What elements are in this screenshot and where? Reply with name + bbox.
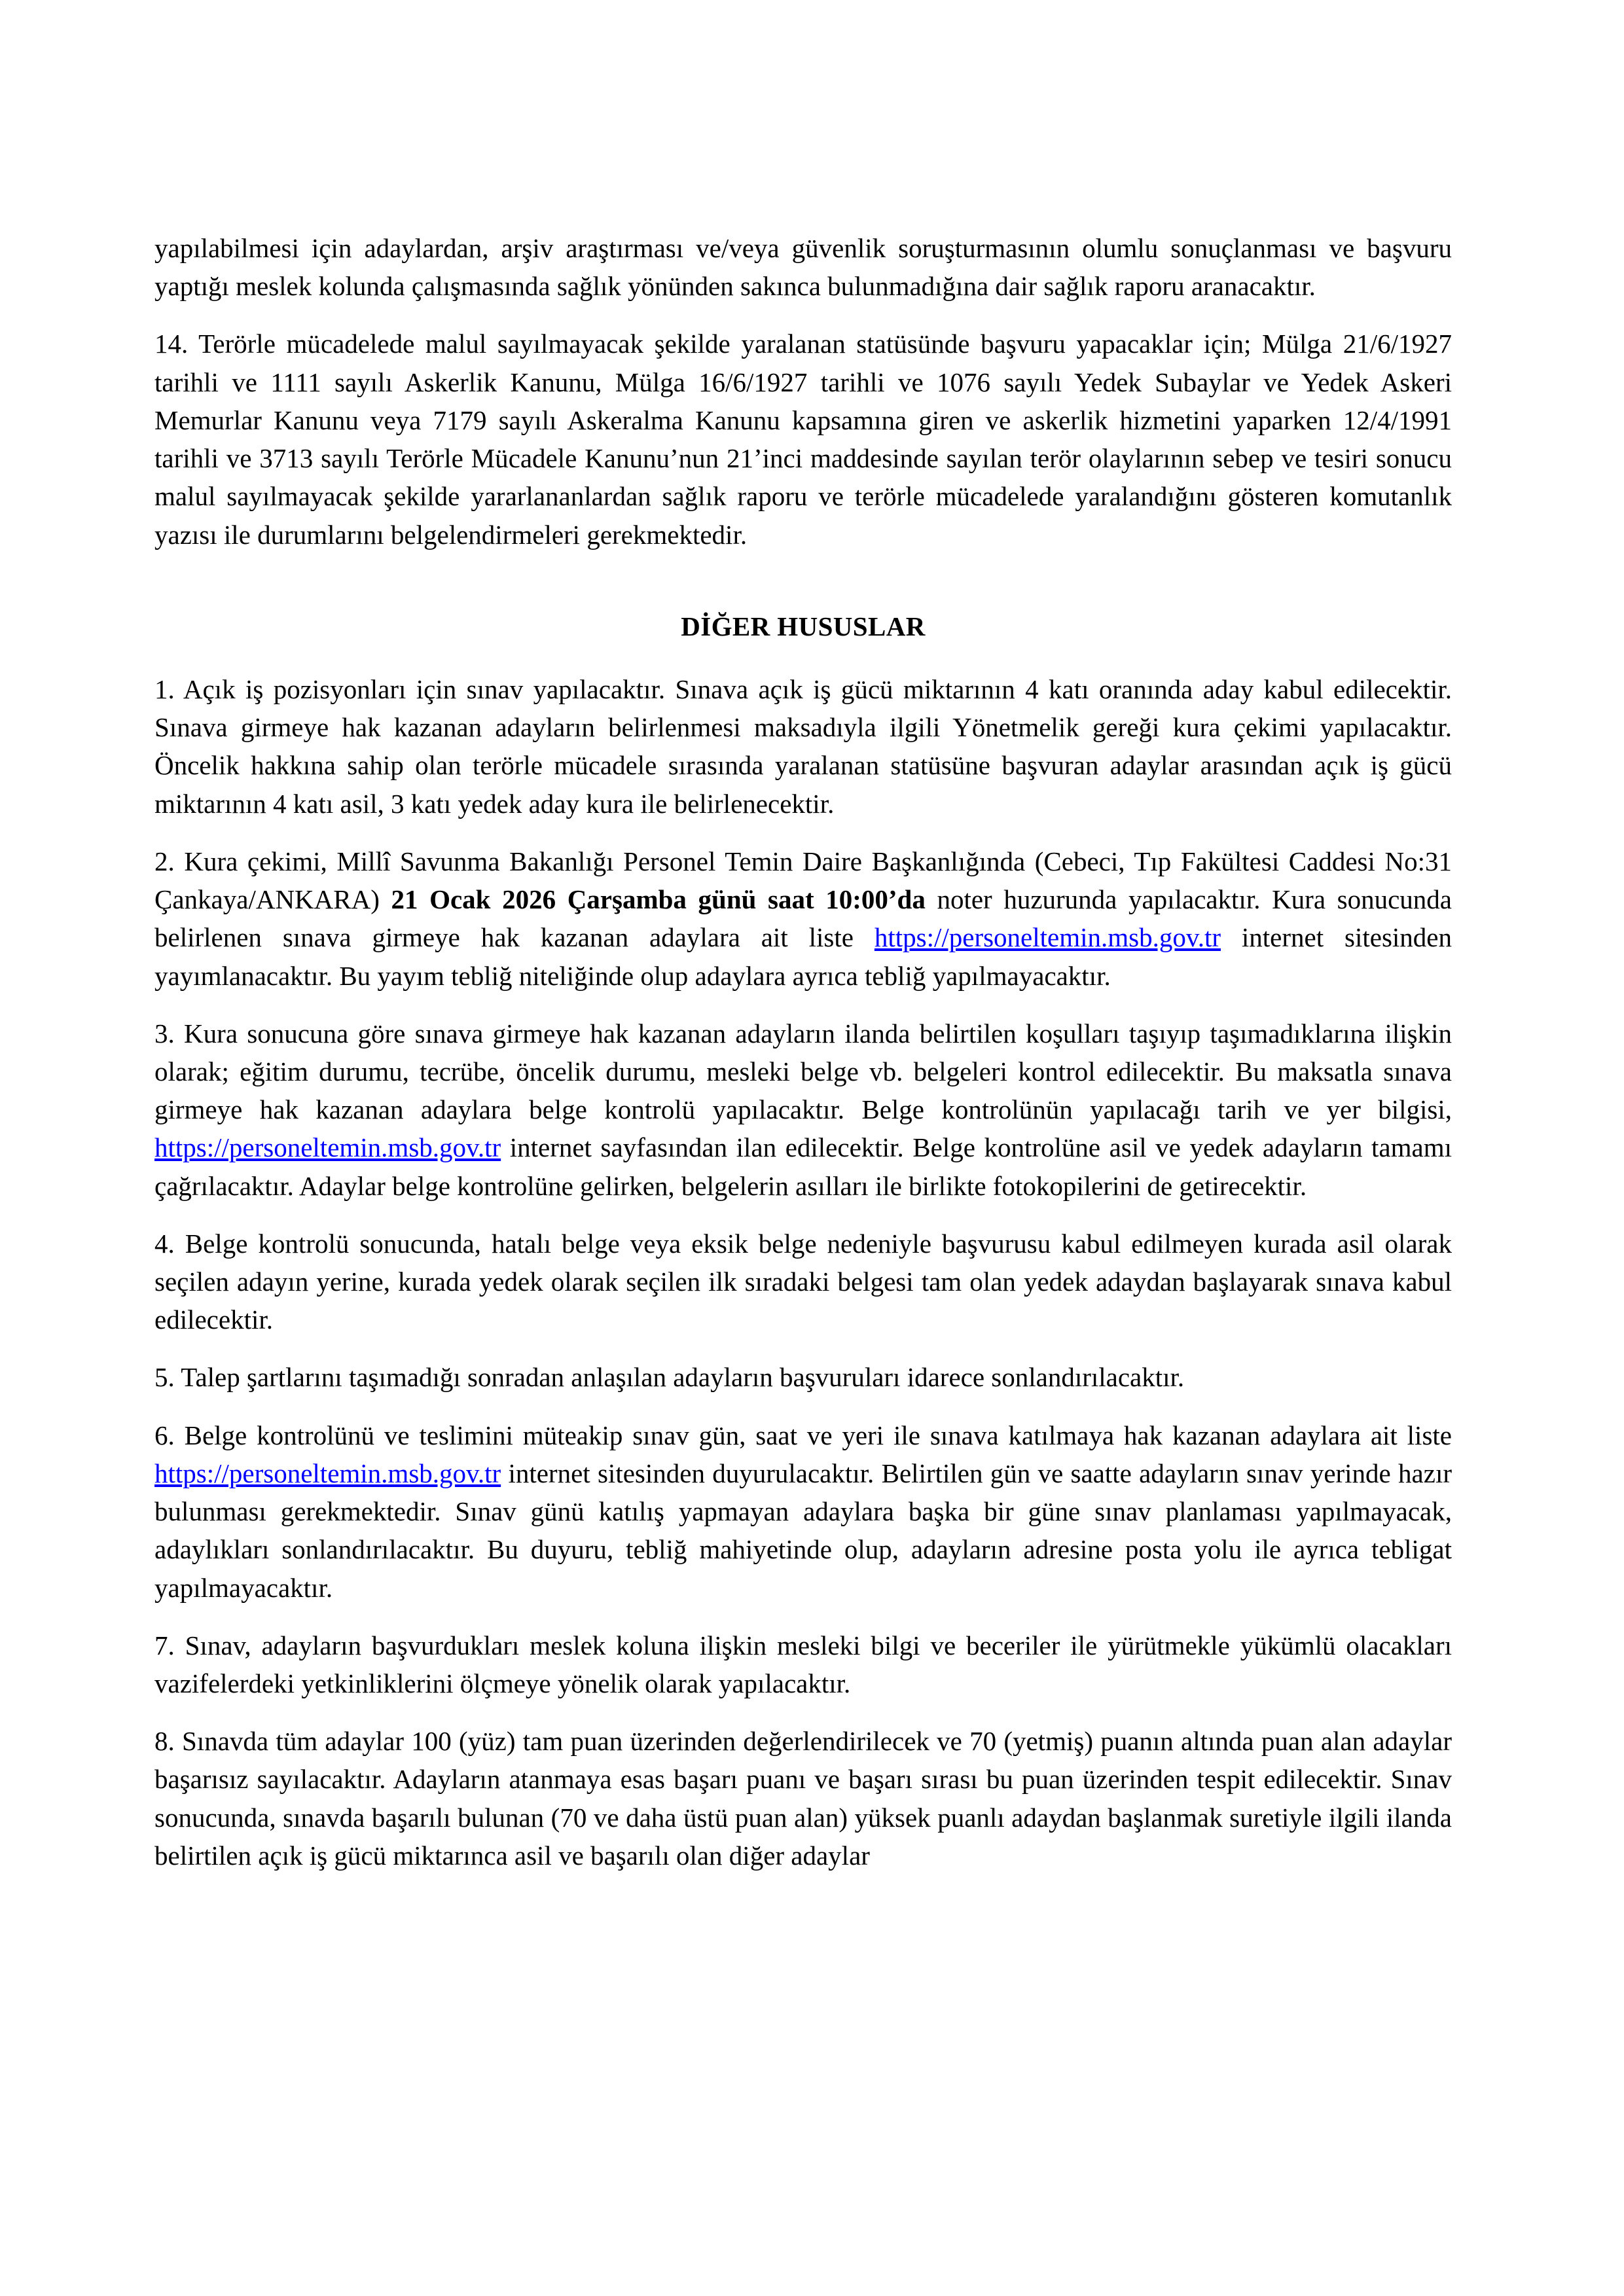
paragraph-item-3 — [154, 1014, 1452, 1205]
personeltemin-link[interactable]: https://personeltemin.msb.gov.tr — [154, 1458, 501, 1488]
item-2-text-c: internet sitesinden yayımlanacaktır. Bu yayım tebliğ niteliğinde olup adaylara ayrıca tebliğ yapılmayacaktır. — [154, 922, 1453, 991]
paragraph-item-6 — [154, 1416, 1452, 1607]
item-6-text-a: 6. Belge kontrolünü ve teslimini müteakip sınav gün, saat ve yeri ile sınava katılmaya hak kazanan adaylara ait liste — [154, 1420, 1452, 1450]
document-body — [154, 229, 1452, 1874]
paragraph-item-14: 14. Terörle mücadelede malul sayılmayacak şekilde yaralanan statüsünde başvuru yapacaklar için; Mülga 21/6/1927 tarihli ve 1111 sayılı Askerlik Kanunu, Mülga 16/6/1927 tarihli ve 1076 sayılı Yedek Subaylar ve Yedek Askeri Memurlar Kanunu veya 7179 sayılı Askeralma Kanunu kapsamına giren ve askerlik hizmetini yaparken 12/4/1991 tarihli ve 3713 sayılı Terörle Mücadele Kanunu’nun 21’inci maddesinde sayılan terör olaylarının sebep ve tesiri sonucu malul sayılmayacak şekilde yararlananlardan sağlık raporu ve terörle mücadelede yaralandığını gösteren komutanlık yazısı ile durumlarını belgelendirmeleri gerekmektedir. — [154, 329, 1452, 550]
paragraph-item-8: 8. Sınavda tüm adaylar 100 (yüz) tam puan üzerinden değerlendirilecek ve 70 (yetmiş) puanın altında puan alan adaylar başarısız sayılacaktır. Adayların atanmaya esas başarı puanı ve başarı sırası bu puan üzerinden tespit edilecektir. Sınav sonucunda, sınavda başarılı bulunan (70 ve daha üstü puan alan) yüksek puanlı adaydan başlanmak suretiyle ilgili ilanda belirtilen açık iş gücü miktarınca asil ve başarılı olan diğer adaylar — [154, 1726, 1452, 1871]
paragraph-item-1: 1. Açık iş pozisyonları için sınav yapılacaktır. Sınava açık iş gücü miktarının 4 katı oranında aday kabul edilecektir. Sınava girmeye hak kazanan adayların belirlenmesi maksadıyla ilgili Yönetmelik gereği kura çekimi yapılacaktır. Öncelik hakkına sahip olan terörle mücadele sırasında yaralanan statüsüne başvuran adaylar arasından açık iş gücü miktarının 4 katı asil, 3 katı yedek aday kura ile belirlenecektir. — [154, 673, 1452, 819]
personeltemin-link[interactable]: https://personeltemin.msb.gov.tr — [154, 1132, 501, 1163]
item-3-text-b: internet sayfasından ilan edilecektir. Belge kontrolüne asil ve yedek adayların tamamı çağrılacaktır. Adaylar belge kontrolüne gelirken, belgelerin asılları ile birlikte fotokopilerini de getirecektir. — [154, 1132, 1452, 1201]
item-2-text-b: noter huzurunda yapılacaktır. Kura sonucunda belirlenen sınava girmeye hak kazanan adaylara ait liste — [154, 884, 1452, 953]
item-2-kura-date: 21 Ocak 2026 Çarşamba günü saat 10:00’da — [391, 884, 926, 915]
paragraph-item-5: 5. Talep şartlarını taşımadığı sonradan anlaşılan adayların başvuruları idarece sonlandırılacaktır. — [154, 1362, 1185, 1393]
item-3-text-a: 3. Kura sonucuna göre sınava girmeye hak kazanan adayların ilanda belirtilen koşulları taşıyıp taşımadıklarına ilişkin olarak; eğitim durumu, tecrübe, öncelik durumu, mesleki belge vb. belgeleri kontrol edilecektir. Bu maksatla sınava girmeye hak kazanan adaylara belge kontrolü yapılacaktır. Belge kontrolünün yapılacağı tarih ve yer bilgisi, — [154, 1018, 1452, 1125]
paragraph-item-4: 4. Belge kontrolü sonucunda, hatalı belge veya eksik belge nedeniyle başvurusu kabul edilmeyen kurada asil olarak seçilen adayın yerine, kurada yedek olarak seçilen ilk sıradaki belgesi tam olan yedek adaydan başlayarak sınava kabul edilecektir. — [154, 1228, 1452, 1335]
item-2-text-a: 2. Kura çekimi, Millî Savunma Bakanlığı Personel Temin Daire Başkanlığında (Cebeci, Tıp Fakültesi Caddesi No:31 Çankaya/ANKARA) — [154, 846, 1452, 915]
page-title: DİĞER HUSUSLAR — [681, 611, 926, 641]
paragraph-item-2 — [154, 842, 1452, 995]
paragraph-continued-intro: yapılabilmesi için adaylardan, arşiv araştırması ve/veya güvenlik soruşturmasının olumlu sonuçlanması ve başvuru yaptığı meslek kolunda çalışmasında sağlık yönünden sakınca bulunmadığına dair sağlık raporu aranacaktır. — [154, 233, 1452, 302]
personeltemin-link[interactable]: https://personeltemin.msb.gov.tr — [874, 922, 1221, 953]
item-6-text-b: internet sitesinden duyurulacaktır. Belirtilen gün ve saatte adayların sınav yerinde hazır bulunması gerekmektedir. Sınav günü katılış yapmayan adaylara başka bir güne sınav planlaması yapılmayacak, adaylıkları sonlandırılacaktır. Bu duyuru, tebliğ mahiyetinde olup, adayların adresine posta yolu ile ayrıca tebligat yapılmayacaktır. — [154, 1458, 1452, 1603]
paragraph-item-7: 7. Sınav, adayların başvurdukları meslek koluna ilişkin mesleki bilgi ve beceriler ile yürütmekle yükümlü olacakları vazifelerdeki yetkinliklerini ölçmeye yönelik olarak yapılacaktır. — [154, 1630, 1452, 1698]
